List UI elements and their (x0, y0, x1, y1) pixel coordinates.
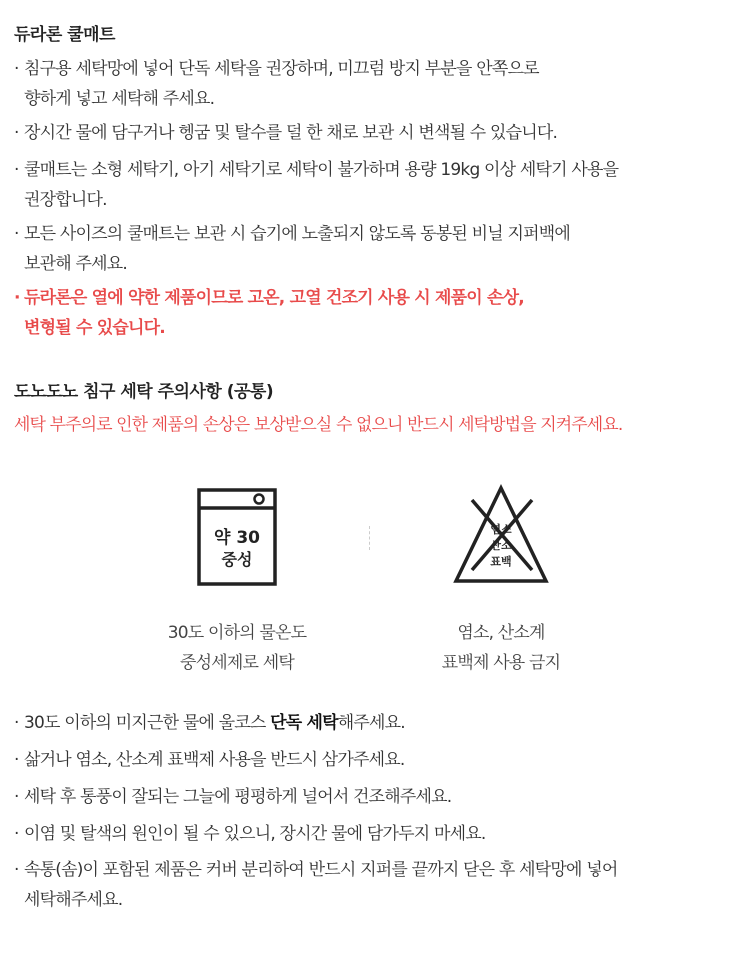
no-bleach-labels (477, 522, 525, 570)
list-item: · 삶거나 염소, 산소계 표백제 사용을 반드시 삼가주세요. (14, 745, 729, 775)
no-bleach-label-oxygen: 산소 (490, 539, 512, 552)
icon-divider (369, 526, 370, 550)
list-item: · 30도 이하의 미지근한 물에 울코스 단독 세탁해주세요. (14, 708, 729, 738)
list-item: · 침구용 세탁망에 넣어 단독 세탁을 권장하며, 미끄럼 방지 부분을 안쪽으로 향하게 넣고 세탁해 주세요. (14, 54, 729, 114)
bullet-dot: · (14, 787, 19, 807)
list-item: · 장시간 물에 담구거나 헹굼 및 탈수를 덜 한 채로 보관 시 변색될 수 있습니다. (14, 118, 729, 148)
bullet-dot: · (14, 59, 19, 79)
bullet-dot: · (14, 713, 19, 733)
bullet-dot: · (14, 824, 19, 844)
bullet-dot: · (14, 750, 19, 770)
warning-notice: 세탁 부주의로 인한 제품의 손상은 보상받으실 수 없으니 반드시 세탁방법을 지켜주세요. (14, 415, 623, 435)
wash-caption: 30도 이하의 물온도 중성세제로 세탁 (167, 623, 307, 673)
bullet-dot: · (14, 288, 20, 308)
wash-temp-label: 약 30 (214, 528, 260, 548)
bullet-dot: · (14, 123, 19, 143)
wash-detergent-label: 중성 (221, 550, 253, 569)
section-title-care: 도노도노 침구 세탁 주의사항 (공통) (14, 382, 274, 402)
bullet-dot: · (14, 860, 19, 880)
list-item: · 속통(솜)이 포함된 제품은 커버 분리하여 반드시 지퍼를 끝까지 닫은 후 세탁망에 넣어 세탁해주세요. (14, 855, 729, 915)
bullet-dot: · (14, 160, 19, 180)
no-bleach-label-bleach: 표백 (490, 555, 512, 568)
bullet-dot: · (14, 224, 19, 244)
emphasis-text: 단독 세탁 (270, 713, 338, 733)
list-item: · 모든 사이즈의 쿨매트는 보관 시 습기에 노출되지 않도록 동봉된 비닐 지퍼백에 보관해 주세요. (14, 219, 729, 279)
no-bleach-caption: 염소, 산소계 표백제 사용 금지 (441, 623, 561, 673)
no-bleach-label-chlorine: 염소 (490, 523, 512, 536)
list-item: · 쿨매트는 소형 세탁기, 아기 세탁기로 세탁이 불가하며 용량 19kg 이상 세탁기 사용을 권장합니다. (14, 155, 729, 215)
list-item: · 세탁 후 통풍이 잘되는 그늘에 평평하게 널어서 건조해주세요. (14, 782, 729, 812)
list-item: · 이염 및 탈색의 원인이 될 수 있으니, 장시간 물에 담가두지 마세요. (14, 819, 729, 849)
section-title-duralon: 듀라론 쿨매트 (14, 25, 115, 45)
warning-list-item: · 듀라론은 열에 약한 제품이므로 고온, 고열 건조기 사용 시 제품이 손상, 변형될 수 있습니다. (14, 283, 729, 343)
